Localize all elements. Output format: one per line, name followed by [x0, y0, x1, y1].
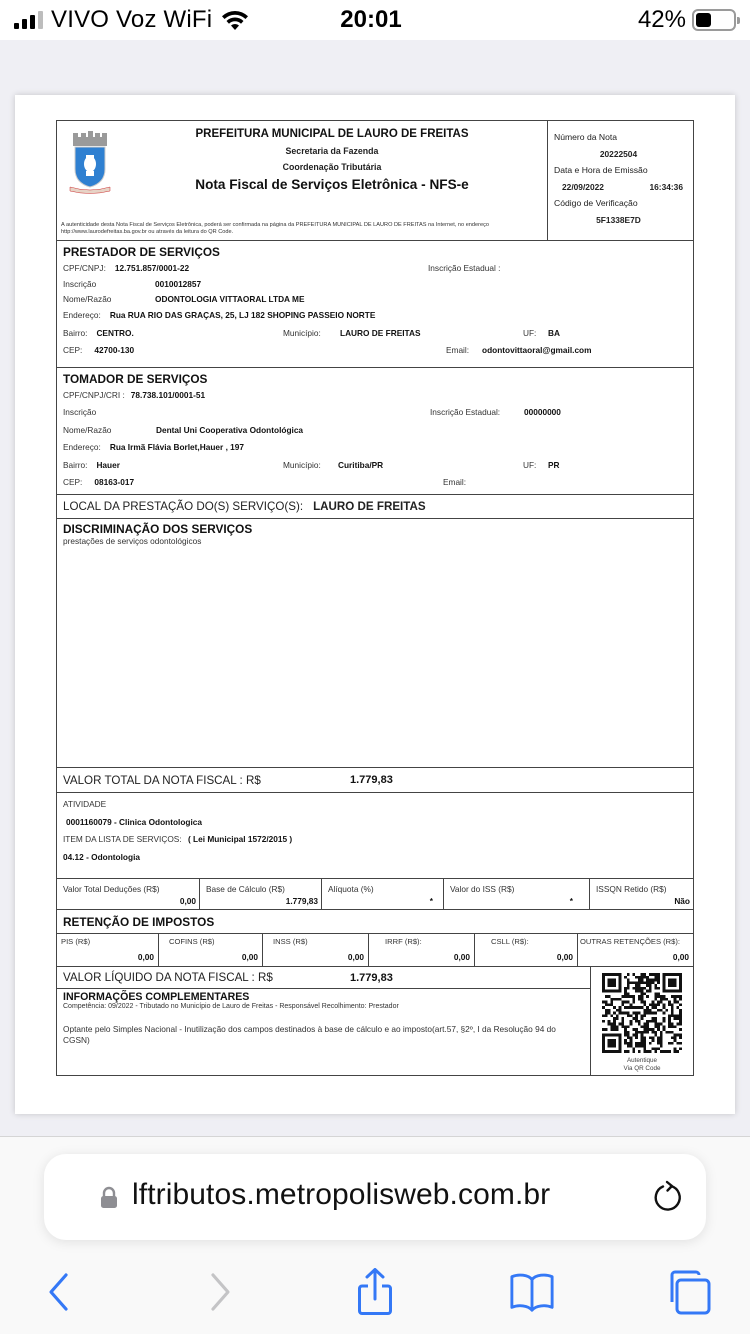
authenticity-note: A autenticidade desta Nota Fiscal de Serviços Eletrônica, poderá ser confirmada na página da PREFEITURA MUNICIPAL DE LAURO DE FREITAS na Internet, no endereço http://www.laurodefreitas.ba.gov.br ou através da leitura do QR Code.	[61, 222, 490, 235]
tomador-cpf: 78.738.101/0001-51	[130, 389, 206, 400]
local-label: LOCAL DA PRESTAÇÃO DO(S) SERVIÇO(S):	[63, 500, 304, 513]
valor-label: Valor Total Deduções (R$)	[63, 884, 160, 894]
prestador-inscricao-label: Inscrição	[63, 279, 97, 289]
share-icon	[355, 1268, 395, 1316]
issue-datetime-label: Data e Hora de Emissão	[554, 165, 648, 175]
tomador-bairro: Hauer	[96, 459, 120, 470]
tomador-endereco: Rua Irmã Flávia Borlet,Hauer , 197	[109, 442, 245, 453]
document-page	[15, 95, 735, 1114]
tomador-cep: 08163-017	[94, 477, 135, 488]
retencao-value: 0,00	[241, 952, 258, 962]
tomador-nome-label: Nome/Razão	[63, 424, 112, 435]
prestador-ie-label: Inscrição Estadual :	[428, 262, 501, 273]
tomador-title: TOMADOR DE SERVIÇOS	[63, 372, 208, 386]
prestador-bairro-label: Bairro:	[63, 327, 88, 338]
browser-bottom-bar	[0, 1136, 750, 1334]
retencao-value: 0,00	[137, 952, 154, 962]
coordenacao-label: Coordenação Tributária	[282, 162, 382, 172]
tomador-municipio-label: Município:	[283, 459, 321, 470]
prestador-email-label: Email:	[446, 345, 470, 356]
valor-value: *	[429, 896, 433, 906]
battery-percent: 42%	[637, 6, 686, 33]
prestador-title: PRESTADOR DE SERVIÇOS	[63, 245, 220, 259]
qr-code-icon[interactable]	[602, 973, 682, 1053]
retencao-cell	[57, 934, 159, 966]
retencao-label: CSLL (R$):	[491, 937, 529, 946]
prestador-endereco-label: Endereço:	[63, 310, 101, 321]
valor-value: Não	[674, 896, 690, 906]
reload-icon[interactable]	[650, 1180, 684, 1214]
bottom-section	[57, 967, 693, 1075]
prestador-municipio: LAURO DE FREITAS	[340, 327, 421, 338]
retencao-value: 0,00	[453, 952, 470, 962]
browser-toolbar	[0, 1261, 750, 1321]
valor-cell	[57, 879, 200, 909]
retencao-value: 0,00	[672, 952, 689, 962]
retencao-value: 0,00	[347, 952, 364, 962]
discriminacao-text: prestações de serviços odontológicos	[63, 536, 202, 546]
tomador-section	[57, 368, 693, 495]
municipal-crest-icon	[67, 131, 113, 195]
local-value: LAURO DE FREITAS	[313, 500, 426, 513]
retencao-cell	[263, 934, 369, 966]
invoice-header	[57, 121, 693, 241]
forward-button[interactable]	[197, 1269, 243, 1315]
informacoes-title: INFORMAÇÕES COMPLEMENTARES	[63, 991, 250, 1003]
lock-icon	[100, 1186, 118, 1208]
tomador-bairro-label: Bairro:	[63, 459, 88, 470]
discriminacao-title: DISCRIMINAÇÃO DOS SERVIÇOS	[63, 522, 253, 536]
prestador-nome-label: Nome/Razão	[63, 294, 112, 304]
item-lista-value: 04.12 - Odontologia	[63, 851, 140, 862]
valor-label: Valor do ISS (R$)	[450, 884, 515, 894]
valor-cell	[444, 879, 590, 909]
bookmarks-button[interactable]	[509, 1269, 555, 1315]
valor-total-row	[57, 768, 693, 793]
retencao-label: INSS (R$)	[273, 937, 308, 946]
prestador-cep: 42700-130	[94, 345, 135, 356]
valor-liquido: 1.779,83	[350, 971, 393, 984]
qr-section	[591, 967, 693, 1075]
valor-liquido-row	[57, 967, 590, 989]
retencao-value: 0,00	[556, 952, 573, 962]
tomador-ie: 00000000	[524, 407, 561, 418]
retencao-label: COFINS (R$)	[169, 937, 215, 946]
invoice-number-label: Número da Nota	[554, 132, 618, 142]
tomador-municipio: Curitiba/PR	[338, 459, 384, 470]
valores-grid	[57, 879, 693, 910]
tomador-cpf-label: CPF/CNPJ/CRI :	[63, 389, 125, 400]
prestador-section	[57, 241, 693, 368]
valor-label: Base de Cálculo (R$)	[206, 884, 285, 894]
valor-cell	[590, 879, 693, 909]
retencao-label: IRRF (R$):	[385, 937, 422, 946]
prestador-municipio-label: Município:	[283, 327, 321, 338]
valor-total: 1.779,83	[350, 774, 393, 786]
valor-value: *	[569, 896, 573, 906]
valor-value: 0,00	[179, 896, 196, 906]
local-prestacao	[57, 495, 693, 519]
valor-total-label: VALOR TOTAL DA NOTA FISCAL : R$	[63, 773, 261, 787]
atividade-label: ATIVIDADE	[63, 799, 107, 809]
prefeitura-title: PREFEITURA MUNICIPAL DE LAURO DE FREITAS	[195, 128, 469, 140]
valor-label: ISSQN Retido (R$)	[596, 884, 667, 894]
issue-time: 16:34:36	[649, 182, 683, 192]
secretaria-label: Secretaria da Fazenda	[285, 146, 379, 156]
back-button[interactable]	[36, 1269, 82, 1315]
carrier-name: VIVO Voz WiFi	[51, 6, 213, 33]
retencao-cell	[369, 934, 475, 966]
chevron-left-icon	[46, 1272, 72, 1312]
prestador-inscricao: 0010012857	[155, 279, 202, 289]
retencao-title: RETENÇÃO DE IMPOSTOS	[63, 914, 215, 929]
status-bar	[0, 0, 750, 40]
prestador-cpf-label: CPF/CNPJ:	[63, 262, 106, 273]
valor-cell	[200, 879, 322, 909]
tomador-uf: PR	[548, 459, 560, 470]
retencao-cell	[475, 934, 578, 966]
discriminacao-section	[57, 519, 693, 768]
tomador-nome: Dental Uni Cooperativa Odontológica	[156, 424, 304, 435]
retencao-header	[57, 910, 693, 934]
atividade-value: 0001160079 - Clinica Odontologica	[66, 816, 203, 827]
prestador-uf: BA	[548, 327, 560, 338]
informacoes-section	[57, 989, 590, 1048]
prestador-email: odontovittaoral@gmail.com	[482, 345, 592, 356]
clock: 20:01	[340, 6, 402, 33]
invoice-number: 20222504	[599, 149, 638, 159]
chevron-right-icon	[207, 1272, 233, 1312]
valor-value: 1.779,83	[285, 896, 318, 906]
tomador-email-label: Email:	[443, 477, 467, 488]
tabs-icon	[666, 1269, 712, 1315]
url-text[interactable]: lftributos.metropolisweb.com.br	[132, 1178, 551, 1211]
item-lista-label: ITEM DA LISTA DE SERVIÇOS:	[63, 834, 182, 844]
tomador-cep-label: CEP:	[63, 477, 83, 488]
item-lista-lei: ( Lei Municipal 1572/2015 )	[187, 834, 293, 844]
valor-liquido-label: VALOR LÍQUIDO DA NOTA FISCAL : R$	[63, 971, 273, 984]
tomador-uf-label: UF:	[523, 459, 537, 470]
retencao-grid	[57, 934, 693, 967]
tomador-endereco-label: Endereço:	[63, 442, 101, 453]
valor-cell	[322, 879, 444, 909]
tabs-button[interactable]	[666, 1269, 712, 1315]
tomador-inscricao-label: Inscrição	[63, 407, 97, 418]
nfse-invoice	[56, 120, 694, 1076]
share-button[interactable]	[352, 1269, 398, 1315]
battery-icon	[692, 9, 736, 31]
prestador-bairro: CENTRO.	[96, 327, 134, 338]
invoice-meta	[548, 121, 693, 240]
retencao-cell	[578, 934, 693, 966]
verification-code: 5F1338E7D	[596, 215, 641, 225]
tomador-ie-label: Inscrição Estadual:	[430, 407, 501, 418]
qr-caption-1: Autentique	[626, 1057, 658, 1064]
prestador-cpf: 12.751.857/0001-22	[114, 262, 190, 273]
book-icon	[509, 1271, 555, 1313]
verification-code-label: Código de Verificação	[554, 198, 638, 208]
informacoes-simples: Optante pelo Simples Nacional - Inutilização dos campos destinados à base de cálculo e ao imposto(art.57, §2º, I da Resolução 94 do CGSN)	[63, 1024, 556, 1045]
valor-label: Alíquota (%)	[328, 884, 374, 894]
retencao-cell	[159, 934, 263, 966]
web-content[interactable]	[0, 40, 750, 1136]
document-title: Nota Fiscal de Serviços Eletrônica - NFS-e	[195, 177, 469, 192]
retencao-label: OUTRAS RETENÇÕES (R$):	[580, 937, 680, 946]
atividade-section	[57, 793, 693, 879]
prestador-uf-label: UF:	[523, 327, 537, 338]
battery-level-fill	[696, 13, 711, 27]
qr-caption-2: Via QR Code	[623, 1065, 661, 1072]
issue-date: 22/09/2022	[562, 182, 604, 192]
retencao-label: PIS (R$)	[61, 937, 91, 946]
address-bar[interactable]	[44, 1154, 706, 1240]
informacoes-competencia: Competência: 09/2022 - Tributado no Município de Lauro de Freitas - Responsável Recolhimento: Prestador	[63, 1003, 399, 1010]
prestador-endereco: Rua RUA RIO DAS GRAÇAS, 25, LJ 182 SHOPING PASSEIO NORTE	[109, 310, 376, 321]
prestador-nome: ODONTOLOGIA VITTAORAL LTDA ME	[155, 294, 305, 304]
prestador-cep-label: CEP:	[63, 345, 83, 356]
